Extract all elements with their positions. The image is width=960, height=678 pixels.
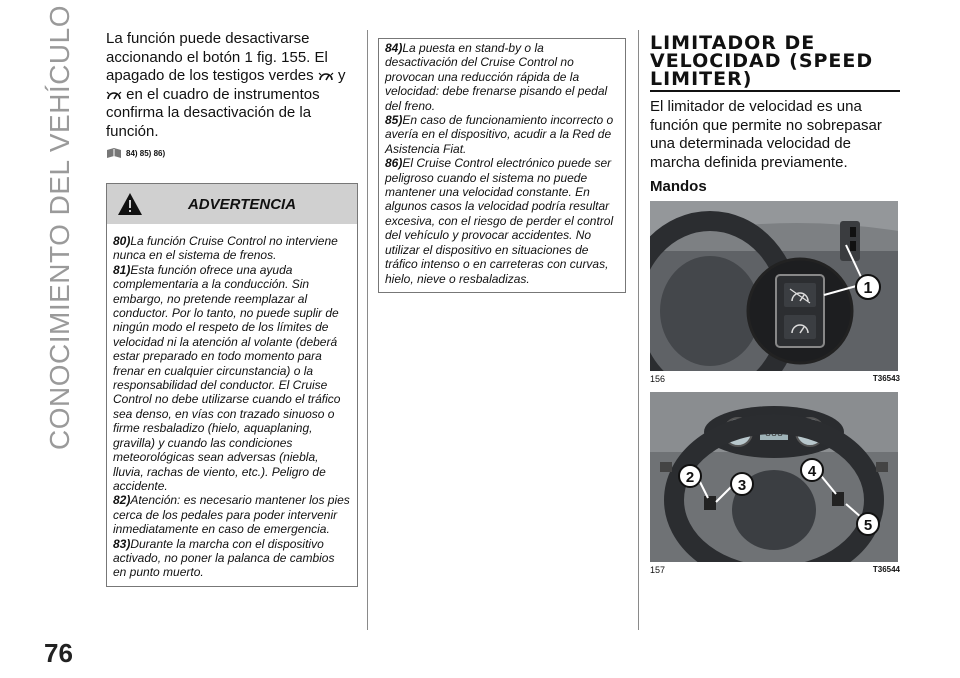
warning-title: ADVERTENCIA bbox=[187, 196, 297, 213]
warning-continuation-box bbox=[378, 38, 626, 293]
column-2 bbox=[378, 38, 626, 293]
cluster-display: 888 bbox=[764, 429, 784, 440]
subheading: Mandos bbox=[650, 178, 707, 195]
warning-note: 82)Atención: es necesario mantener los pies cerca de los pedales para poder intervenir inmediatamente en caso de emergencia. bbox=[113, 493, 350, 537]
callout-1: 1 bbox=[863, 280, 873, 297]
figure-caption bbox=[650, 374, 900, 384]
section-body: El limitador de velocidad es una función que permite no sobrepasar una determinada velocidad de marcha definida previamente. bbox=[650, 98, 882, 171]
warning-note: 86)El Cruise Control electrónico puede ser peligroso cuando el sistema no puede mantener una velocidad constante. En algunos casos la velocidad podría resultar excesiva, con el riesgo de perder el control del vehículo y provocar accidentes. No utilizar el dispositivo en situaciones de tráfico intenso o en carreteras con curvas, hielo, nieve o resbaladizas. bbox=[385, 156, 614, 286]
figure-caption bbox=[650, 565, 900, 575]
warning-note: 83)Durante la marcha con el dispositivo activado, no poner la palanca de cambios en punto muerto. bbox=[113, 536, 335, 580]
warning-box bbox=[106, 183, 358, 587]
figure-156 bbox=[650, 201, 900, 384]
warning-references: 84) 85) 86) bbox=[106, 147, 358, 159]
warning-note: 81)Esta función ofrece una ayuda complementaria a la conducción. Sin embargo, no pretende reemplazar al conductor. Por lo tanto, no puede suplir de ningún modo el respeto de los límites de velocidad ni la atención al volante (deberá estar preparado en todo momento para frenar en cualquier circunstancia) o la responsabilidad del conductor. El Cruise Control no debe utilizarse cuando el tráfico sea denso, en vías con trazado sinuoso o firme resbaladizo (hielo, aquaplaning, gravilla) y cuando las condiciones meteorológicas sean adversas (niebla, lluvia, rachas de viento, etc.). Peligro de accidente. bbox=[113, 262, 341, 493]
steering-wheel-photo bbox=[650, 392, 898, 562]
callout-3: 3 bbox=[737, 477, 747, 494]
section-heading: LIMITADOR DE VELOCIDAD (SPEED LIMITER) bbox=[650, 32, 874, 90]
warning-note: 84)La puesta en stand-by o la desactivación del Cruise Control no provocan una reducción rápida de la velocidad: debe frenarse pisando el pedal del freno. bbox=[385, 41, 608, 113]
column-3 bbox=[650, 34, 900, 575]
figure-code: T36543 bbox=[872, 374, 900, 383]
column-divider bbox=[638, 30, 639, 630]
callout-4: 4 bbox=[807, 463, 817, 480]
figure-number: 157 bbox=[650, 565, 666, 575]
figure-157 bbox=[650, 392, 900, 575]
warning-header bbox=[107, 184, 357, 224]
chapter-side-title: CONOCIMIENTO DEL VEHÍCULO bbox=[44, 4, 75, 450]
column-divider bbox=[367, 30, 368, 630]
page-number: 76 bbox=[44, 638, 73, 668]
book-icon bbox=[106, 147, 122, 159]
column-1 bbox=[106, 30, 358, 587]
heading-rule bbox=[650, 90, 900, 92]
speed-limiter-indicator-icon bbox=[318, 70, 334, 82]
warning-note: 80)La función Cruise Control no interviene nunca en el sistema de frenos. bbox=[113, 234, 338, 263]
figure-code: T36544 bbox=[872, 565, 900, 574]
steering-control-photo bbox=[650, 201, 898, 371]
callout-2: 2 bbox=[685, 469, 695, 486]
callout-5: 5 bbox=[863, 517, 873, 534]
speed-limiter-indicator-icon bbox=[106, 89, 122, 101]
figure-number: 156 bbox=[650, 374, 666, 384]
warning-note: 85)En caso de funcionamiento incorrecto o avería en el dispositivo, acudir a la Red de Asistencia Fiat. bbox=[385, 113, 614, 156]
warning-body bbox=[107, 224, 357, 586]
intro-paragraph: La función puede desactivarse accionando el botón 1 fig. 155. El apagado de los testigos verdes y en el cuadro de instrumentos confirma la desactivación de la función. bbox=[106, 30, 346, 140]
